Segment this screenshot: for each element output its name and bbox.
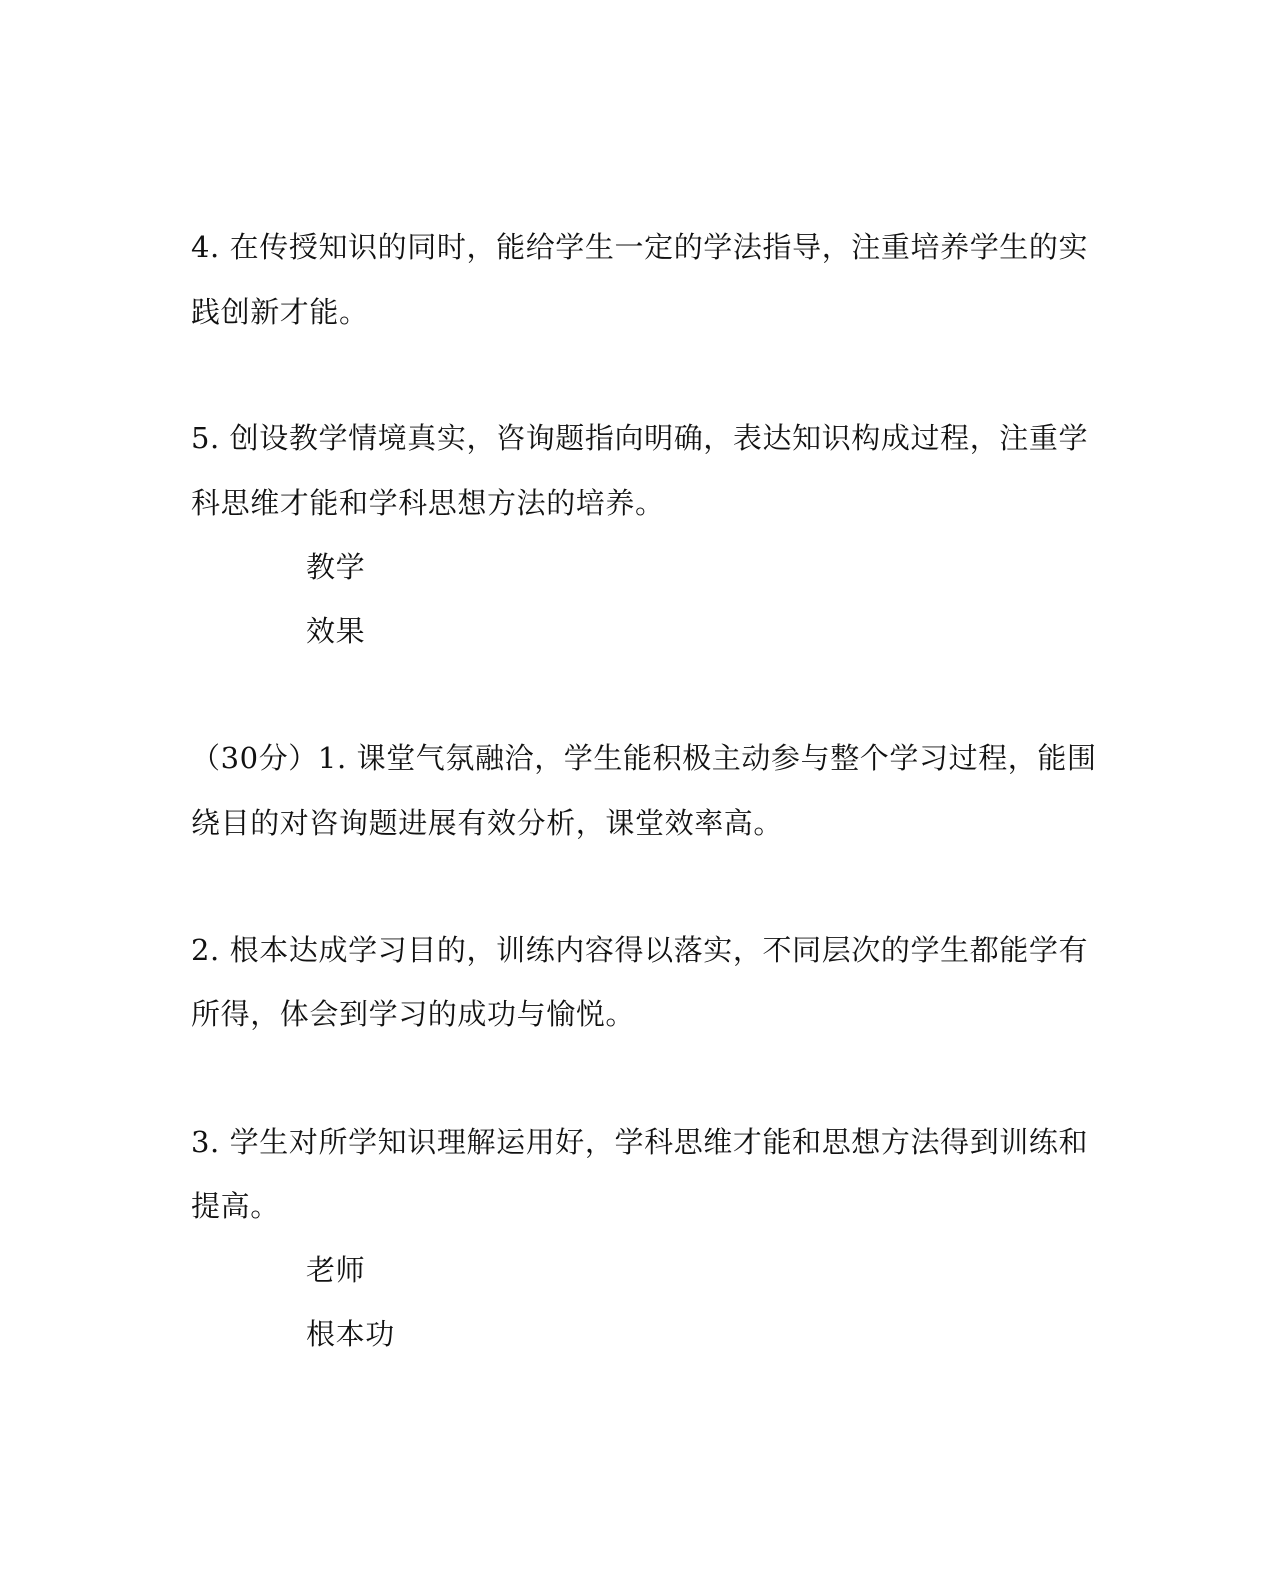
label-teacher: 老师 [306,1253,366,1287]
paragraph-4-line-2: 践创新才能。 [191,295,369,329]
label-effect: 效果 [306,614,366,648]
label-basic-skills: 根本功 [306,1317,395,1351]
paragraph-effect-2-line-2: 所得，体会到学习的成功与愉悦。 [191,997,636,1031]
paragraph-effect-1-line-1: （30分）1. 课堂气氛融洽，学生能积极主动参与整个学习过程，能围 [191,741,1097,775]
label-teaching: 教学 [306,550,366,584]
paragraph-4-line-1: 4. 在传授知识的同时，能给学生一定的学法指导，注重培养学生的实 [191,230,1089,264]
paragraph-effect-1-line-2: 绕目的对咨询题进展有效分析，课堂效率高。 [191,806,784,840]
paragraph-effect-3-line-2: 提高。 [191,1189,280,1223]
paragraph-5-line-2: 科思维才能和学科思想方法的培养。 [191,486,665,520]
paragraph-effect-3-line-1: 3. 学生对所学知识理解运用好，学科思维才能和思想方法得到训练和 [191,1125,1089,1159]
paragraph-effect-2-line-1: 2. 根本达成学习目的，训练内容得以落实，不同层次的学生都能学有 [191,933,1089,967]
paragraph-5-line-1: 5. 创设教学情境真实，咨询题指向明确，表达知识构成过程，注重学 [191,421,1089,455]
